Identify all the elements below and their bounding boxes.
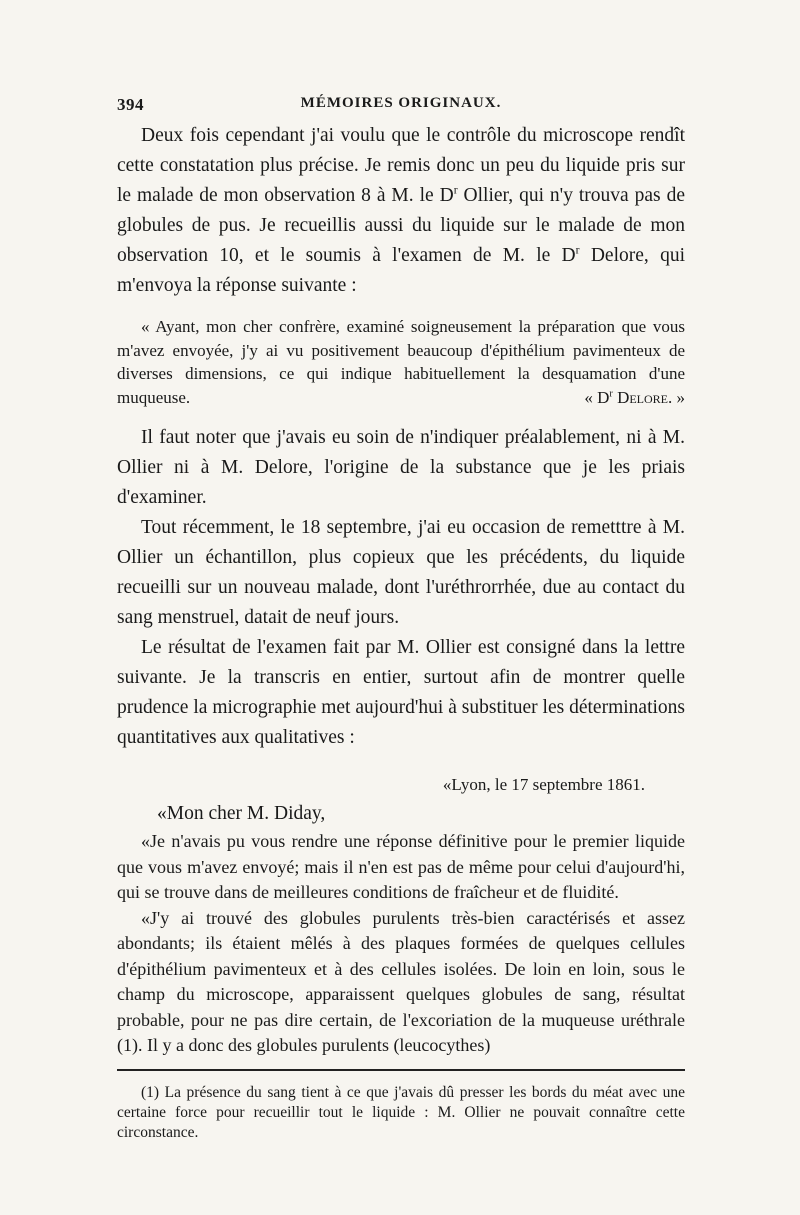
footnote-rule — [117, 1069, 685, 1071]
paragraph-text: Deux fois cependant j'ai voulu que le contrôle du microscope rendît cette constatation plus précise. Je remis donc un peu du liquide pris sur le malade de mon observation 8 à M. le D — [117, 125, 685, 206]
paragraph-text: Ollier, qui n'y trouva pas de globules de pus. Je recueillis aussi du liquide sur le malade de mon observation 10, et le soumis à l'examen de M. le D — [117, 185, 685, 266]
letter-salutation: «Mon cher M. Diday, — [157, 803, 326, 824]
running-head — [117, 95, 685, 121]
paragraph-result: Le résultat de l'examen fait par M. Ollier est consigné dans la lettre suivante. Je la transcris en entier, surtout afin de montrer quelle prudence la micrographie met aujourd'hui à substituer les déterminations quantitatives aux qualitatives : — [117, 637, 685, 748]
paragraph-control-microscope — [117, 121, 685, 301]
paragraph-note: Il faut noter que j'avais eu soin de n'indiquer préalablement, ni à M. Ollier ni à M. Delore, l'origine de la substance que je les priais d'examiner. — [117, 427, 685, 508]
document-page — [117, 95, 685, 1143]
letter-paragraph-1: «Je n'avais pu vous rendre une réponse définitive pour le premier liquide que vous m'avez envoyé; mais il n'en est pas de même pour celui d'aujourd'hi, qui se trouve dans de meilleures conditions de fraîcheur et de fluidité. — [117, 831, 685, 902]
letter-paragraph-2: «J'y ai trouvé des globules purulents très-bien caractérisés et assez abondants; ils étaient mêlés à des plaques formées de quelques cellules d'épithélium pavimenteux et à des cellules isolées. De loin en loin, sous le champ du microscope, apparaissent quelques globules de sang, résultat probable, pour ne pas dire certain, de l'excoriation de la muqueuse uréthrale (1). Il y a donc des globules purulents (leucocythes) — [117, 907, 685, 1055]
paragraph-text: Delore, qui m'envoya la réponse suivante : — [117, 245, 685, 296]
superscript: r — [453, 183, 458, 197]
letter-dateline: «Lyon, le 17 septembre 1861. — [442, 775, 645, 794]
footnote: (1) La présence du sang tient à ce que j'avais dû presser les bords du méat avec une certaine force pour recueillir tout le liquide : M. Ollier ne pouvait connaître cette circonstance. — [117, 1083, 685, 1141]
paragraph-recent-sample: Tout récemment, le 18 septembre, j'ai eu occasion de remetttre à M. Ollier un échantillon, plus copieux que les précédents, du liquide recueilli sur un nouveau malade, dont l'uréthrorrhée, due au contact du sang menstruel, datait de neuf jours. — [117, 517, 685, 628]
running-title: MÉMOIRES ORIGINAUX. — [300, 95, 502, 111]
quote-signature: « $D^r$ Delore. » — [584, 387, 685, 407]
quote-delore — [117, 315, 685, 409]
page-number: 394 — [117, 95, 144, 114]
superscript: r — [575, 243, 580, 257]
quote-text: « Ayant, mon cher confrère, examiné soigneusement la préparation que vous m'avez envoyée, j'y ai vu positivement beaucoup d'épithélium pavimenteux de diverses dimensions, ce qui indique habituellement la desquamation d'une muqueuse. — [117, 317, 685, 407]
